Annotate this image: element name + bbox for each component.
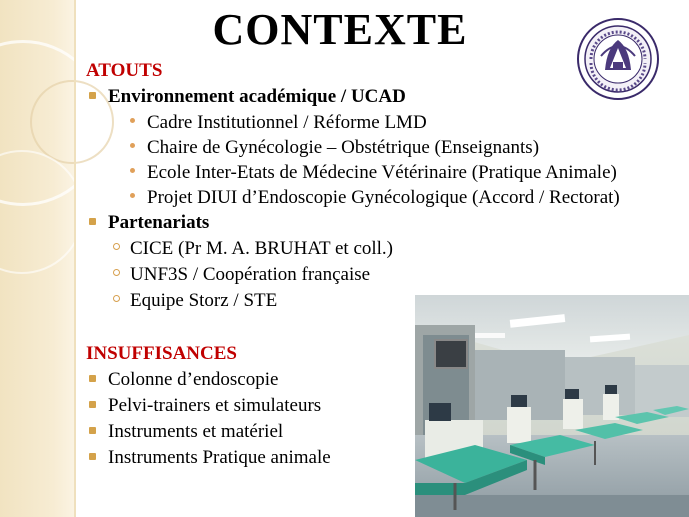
sub-list-item <box>130 112 427 134</box>
sub-list-item <box>113 264 370 286</box>
list-item <box>89 212 209 234</box>
list-item-label: Ecole Inter-Etats de Médecine Vétérinaire (Pratique Animale) <box>147 162 617 183</box>
list-item-label: Cadre Institutionnel / Réforme LMD <box>147 112 427 133</box>
sub-list-item <box>113 290 277 312</box>
bullet-icon <box>113 295 120 302</box>
bullet-icon <box>89 401 96 408</box>
bullet-icon <box>89 92 96 99</box>
bullet-icon <box>113 243 120 250</box>
list-item <box>89 421 283 443</box>
atouts-heading: ATOUTS <box>86 60 163 81</box>
sub-list-item <box>113 238 393 260</box>
sub-list-item <box>130 187 620 209</box>
list-item-label: UNF3S / Coopération française <box>130 264 371 285</box>
list-item-label: Instruments Pratique animale <box>108 447 331 468</box>
bullet-icon <box>89 453 96 460</box>
list-item <box>89 369 278 391</box>
bullet-icon <box>130 193 135 198</box>
slide-title: CONTEXTE <box>212 5 468 54</box>
list-item-label: Instruments et matériel <box>108 421 284 442</box>
insuffisances-heading: INSUFFISANCES <box>86 343 237 364</box>
sub-list-item <box>130 162 617 184</box>
list-item-label: CICE (Pr M. A. BRUHAT et coll.) <box>130 238 394 259</box>
sub-list-item <box>130 137 539 159</box>
bullet-icon <box>130 143 135 148</box>
bullet-icon <box>130 168 135 173</box>
bullet-icon <box>89 375 96 382</box>
list-item-label: Colonne d’endoscopie <box>108 369 279 390</box>
endoscopy-training-room-photo <box>415 295 689 517</box>
list-item <box>89 86 406 108</box>
list-item-label: Pelvi-trainers et simulateurs <box>108 395 322 416</box>
list-item-label: Projet DIUI d’Endoscopie Gynécologique (Accord / Rectorat) <box>147 187 620 208</box>
bullet-icon <box>130 118 135 123</box>
list-item-label: Chaire de Gynécologie – Obstétrique (Enseignants) <box>147 137 540 158</box>
list-item <box>89 447 331 469</box>
list-item-label: Environnement académique / UCAD <box>108 86 406 107</box>
bullet-icon <box>89 427 96 434</box>
list-item <box>89 395 321 417</box>
list-item-label: Equipe Storz / STE <box>130 290 278 311</box>
bullet-icon <box>89 218 96 225</box>
bullet-icon <box>113 269 120 276</box>
list-item-label: Partenariats <box>108 212 210 233</box>
